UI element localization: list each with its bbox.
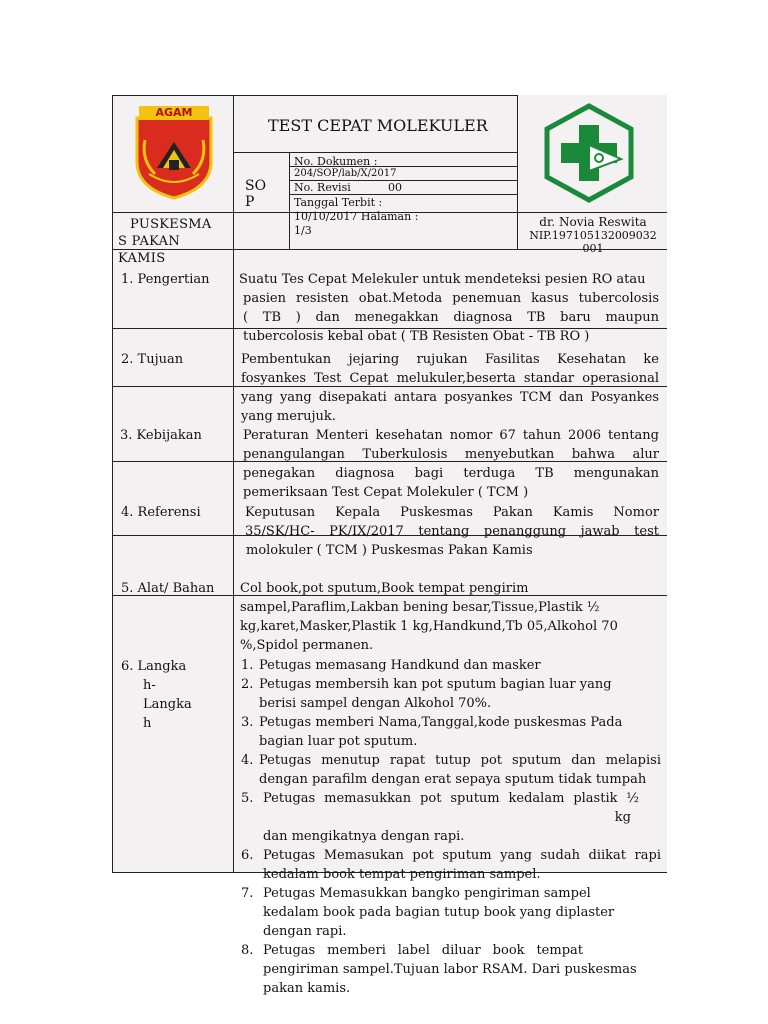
text-line: yang yang disepakati antara posyankes TCM dan Posyankes [241,390,659,405]
text-line: Pembentukan jejaring rujukan Fasilitas Kesehatan ke [241,352,659,367]
no-revisi-value: 00 [388,181,402,194]
section-content-referensi [245,503,659,560]
section-label-referensi: 4. Referensi [121,505,201,520]
logo-column-border [517,95,518,250]
text-line: Keputusan Kepala Puskesmas Pakan Kamis Nomor [245,505,659,520]
puskesmas-logo [541,103,637,203]
step-text: pakan kamis. [263,981,351,996]
label-column-border [233,95,234,872]
document-title: TEST CEPAT MOLEKULER [268,116,488,135]
section-label-pengertian: 1. Pengertian [121,272,210,287]
text-line: ( TB ) dan menegakkan diagnosa TB baru maupun [243,310,659,325]
section-content-kebijakan [243,426,659,502]
step-text: pengiriman sampel.Tujuan labor RSAM. Dari puskesmas [263,962,637,977]
step-number: 7. [241,886,254,901]
signer-nip-suffix: 001 [582,242,604,255]
section-label-tujuan: 2. Tujuan [121,352,184,367]
step-number: 1. [241,658,254,673]
step-text: Petugas menutup rapat tutup pot sputum dan melapisi [259,753,661,768]
tanggal-terbit-value: 10/10/2017 Halaman : [294,210,419,223]
list-item [241,713,661,751]
text-line: Col book,pot sputum,Book tempat pengirim [240,581,529,596]
signer-block [519,216,667,255]
step-number: 8. [241,943,254,958]
tanggal-terbit-label: Tanggal Terbit : [294,196,383,209]
list-item [241,846,661,884]
step-text: kedalam book tempat pengiriman sampel. [263,867,541,882]
list-item [241,656,661,675]
text-line: pemeriksaan Test Cepat Molekuler ( TCM ) [243,485,529,500]
langkah-label-line3: Langka [143,697,192,712]
step-number: 3. [241,715,254,730]
list-item [241,789,661,846]
langkah-label-line2: h- [143,678,156,693]
section-label-kebijakan: 3. Kebijakan [120,428,202,443]
step-text: kedalam book pada bagian tutup book yang diplaster [263,905,615,920]
list-item [241,884,661,941]
puskesmas-name-line3: KAMIS [118,251,166,266]
logo-agam-text: AGAM [155,106,193,119]
sop-column-border [289,152,290,250]
section-label-alat-bahan: 5. Alat/ Bahan [121,581,215,596]
agam-logo [133,104,215,200]
puskesmas-name-line2: S PAKAN [118,234,181,249]
table-border-left [112,95,113,872]
sop-label [245,178,266,210]
signer-name: dr. Novia Reswita [539,215,647,229]
step-text: bagian luar pot sputum. [259,734,418,749]
step-text: Petugas memasukkan pot sputum kedalam plastik ½ [263,791,639,806]
no-dokumen-label: No. Dokumen : [294,155,378,168]
step-number: 4. [241,753,254,768]
puskesmas-name [118,216,212,267]
text-line: penegakan diagnosa bagi terduga TB mengunakan [243,466,659,481]
text-line: kg,karet,Masker,Plastik 1 kg,Handkund,Tb 05,Alkohol 70 [240,619,618,634]
step-text: berisi sampel dengan Alkohol 70%. [259,696,492,711]
text-line: yang merujuk. [241,409,336,424]
no-revisi-label: No. Revisi [294,181,351,194]
halaman-value: 1/3 [294,224,312,237]
text-line: tubercolosis kebal obat ( TB Resisten Obat - TB RO ) [243,329,590,344]
text-line: 35/SK/HC- PK/IX/2017 tentang penanggung jawab test [245,524,659,539]
text-line: penangulangan Tuberkulosis menyebutkan bahwa alur [243,447,659,462]
list-item [241,675,661,713]
sop-label-line2: P [245,194,255,210]
text-line: fosyankes Test Cepat melukuler,beserta standar operasional [241,371,659,386]
puskesmas-cross-icon [541,103,637,203]
text-line: %,Spidol permanen. [240,638,374,653]
text-line: molokuler ( TCM ) Puskesmas Pakan Kamis [246,543,533,558]
puskesmas-name-line1: PUSKESMA [130,217,212,232]
step-text: dengan parafilm dengan erat sepaya sputum tidak tumpah [259,772,647,787]
step-text: Petugas memberi Nama,Tanggal,kode puskesmas Pada [259,715,623,730]
step-text: Petugas membersih kan pot sputum bagian luar yang [259,677,612,692]
step-text: Petugas memberi label diluar book tempat [263,943,583,958]
section-content-tujuan [241,350,659,426]
section-label-langkah [121,657,192,733]
text-line: sampel,Paraflim,Lakban bening besar,Tissue,Plastik ½ [240,600,600,615]
list-item [241,941,661,998]
section-content-pengertian [239,270,659,346]
step-number: 5. [241,791,254,806]
table-border-top [112,95,517,96]
step-number: 2. [241,677,254,692]
title-divider [233,152,517,153]
step-text: Petugas Memasukkan bangko pengiriman sampel [263,886,591,901]
langkah-label-line4: h [143,716,152,731]
no-dokumen-value: 204/SOP/lab/X/2017 [294,168,397,179]
text-line: pasien resisten obat.Metoda penemuan kasus tubercolosis [243,291,659,306]
text-line: Suatu Tes Cepat Melekuler untuk mendeteksi pesien RO atau [239,272,646,287]
text-line: Peraturan Menteri kesehatan nomor 67 tahun 2006 tentang [243,428,659,443]
step-text: dengan rapi. [263,924,347,939]
step-number: 6. [241,848,254,863]
section-content-langkah [241,656,661,998]
section-content-alat-bahan [240,579,660,655]
step-text: Petugas Memasukan pot sputum yang sudah diikat rapi [263,848,661,863]
doc-row-line-3 [289,194,517,195]
langkah-label-line1: 6. Langka [121,659,187,674]
list-item [241,751,661,789]
sop-label-line1: SO [245,178,267,194]
step-text: Petugas memasang Handkund dan masker [259,658,541,673]
step-text: kg [614,810,631,825]
step-text: dan mengikatnya dengan rapi. [263,829,465,844]
signer-nip: NIP.197105132009032 [529,229,657,242]
